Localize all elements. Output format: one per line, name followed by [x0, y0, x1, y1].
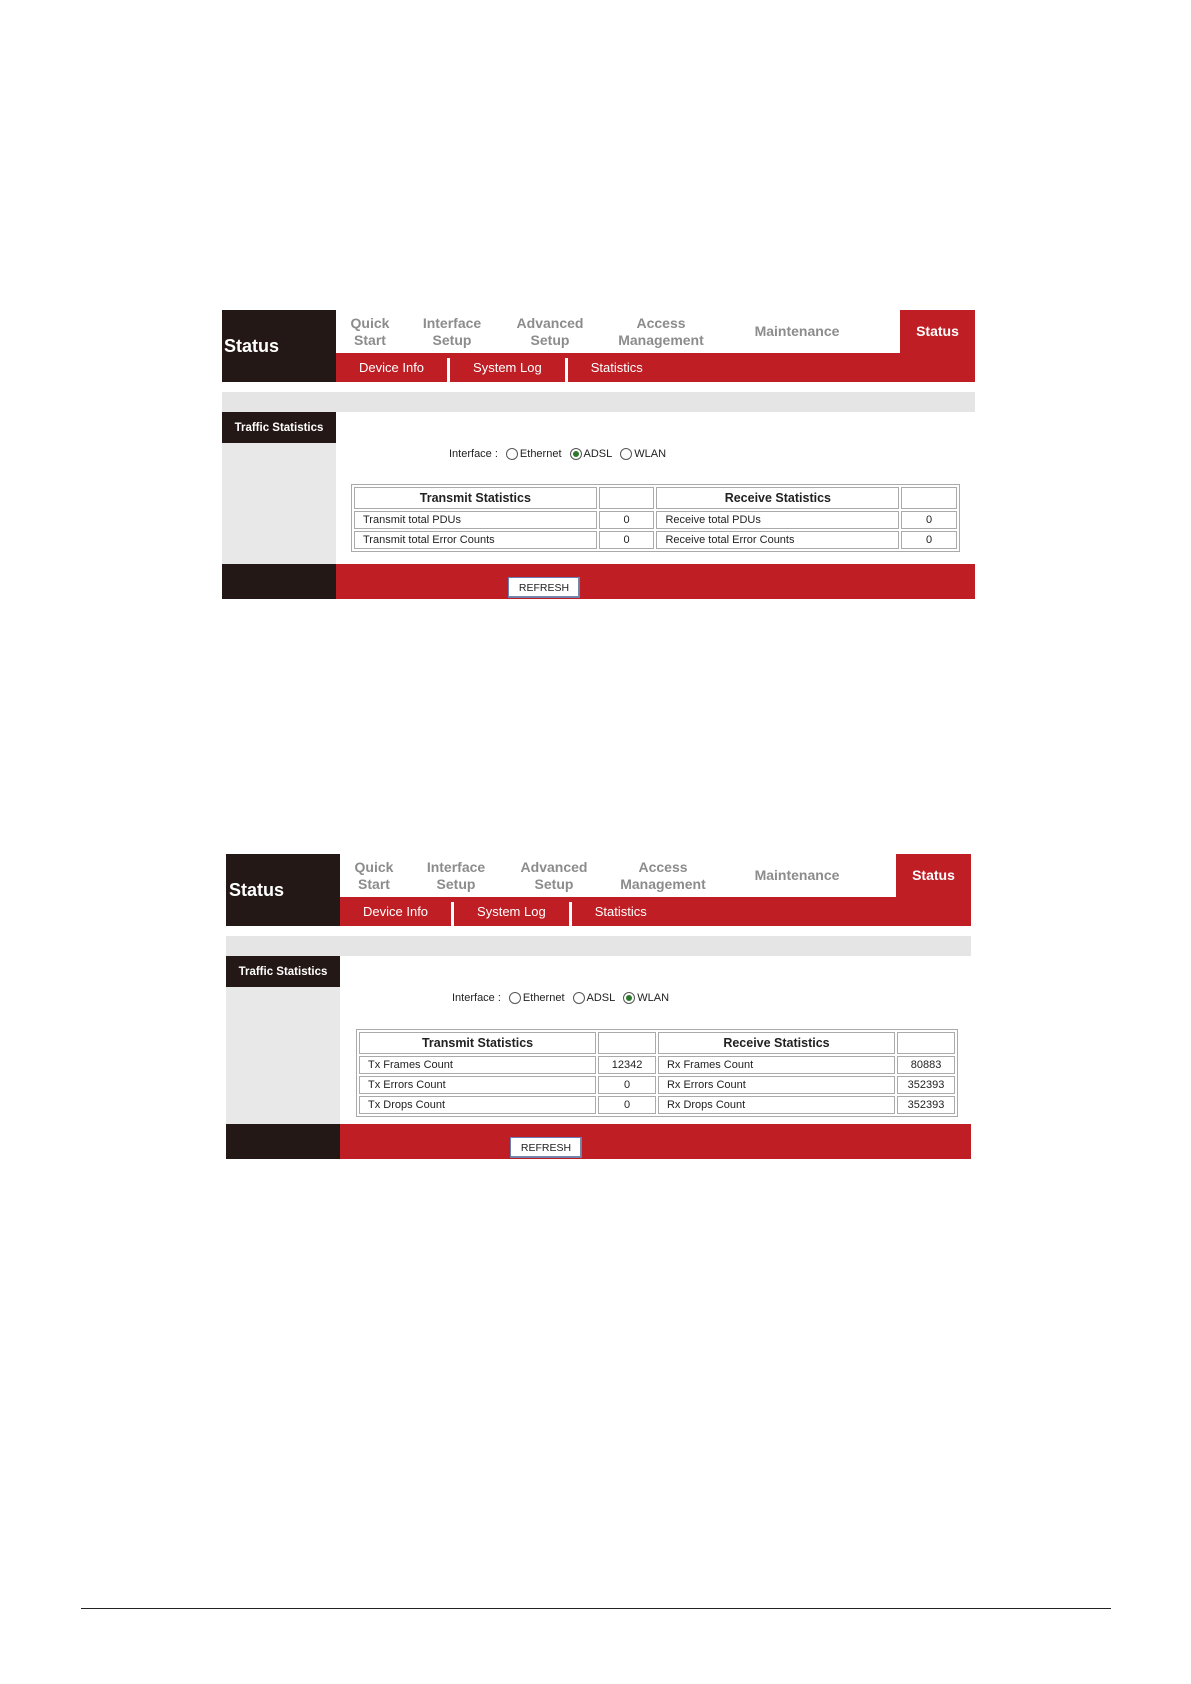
nav-status[interactable]: Status — [896, 854, 971, 897]
rx-value: 352393 — [897, 1076, 955, 1094]
radio-wlan[interactable] — [623, 992, 635, 1004]
radio-adsl[interactable] — [573, 992, 585, 1004]
table-row — [354, 511, 957, 529]
subnav-statistics[interactable]: Statistics — [594, 904, 647, 919]
subnav-system-log[interactable]: System Log — [473, 360, 542, 375]
transmit-header: Transmit Statistics — [359, 1032, 596, 1054]
tx-label: Transmit total Error Counts — [354, 531, 597, 549]
nav-advanced-setup[interactable]: Advanced Setup — [516, 314, 584, 348]
radio-ethernet[interactable] — [506, 448, 518, 460]
refresh-button[interactable]: REFRESH — [508, 577, 580, 598]
radio-wlan-label: WLAN — [637, 992, 670, 1004]
tx-value: 0 — [598, 1096, 656, 1114]
sub-nav — [340, 897, 971, 926]
radio-ethernet-label: Ethernet — [522, 992, 565, 1004]
header-title: Status — [226, 854, 340, 926]
section-title: Traffic Statistics — [226, 956, 340, 987]
refresh-button[interactable]: REFRESH — [510, 1137, 582, 1158]
footer-bar — [336, 564, 975, 599]
table-header-row — [359, 1032, 955, 1054]
header-spacer — [897, 1032, 955, 1054]
nav-status[interactable]: Status — [900, 310, 975, 353]
rx-value: 0 — [901, 531, 957, 549]
radio-ethernet-label: Ethernet — [519, 448, 562, 460]
radio-ethernet[interactable] — [509, 992, 521, 1004]
radio-adsl-label: ADSL — [586, 992, 616, 1004]
top-nav — [340, 854, 971, 897]
receive-header: Receive Statistics — [658, 1032, 895, 1054]
table-row — [354, 531, 957, 549]
interface-label: Interface : — [452, 992, 501, 1004]
stats-table — [356, 1029, 958, 1117]
rx-value: 352393 — [897, 1096, 955, 1114]
header-spacer — [901, 487, 957, 509]
nav-access-management[interactable]: Access Management — [618, 314, 704, 348]
nav-maintenance[interactable]: Maintenance — [754, 867, 840, 883]
header-title: Status — [222, 310, 336, 382]
subnav-system-log[interactable]: System Log — [477, 904, 546, 919]
receive-header: Receive Statistics — [656, 487, 899, 509]
subnav-device-info[interactable]: Device Info — [359, 360, 425, 375]
footer-left — [222, 564, 336, 599]
interface-label: Interface : — [449, 448, 498, 460]
radio-adsl[interactable] — [570, 448, 582, 460]
nav-access-management[interactable]: Access Management — [620, 858, 706, 892]
footer-bar — [340, 1124, 971, 1159]
table-row — [359, 1076, 955, 1094]
rx-label: Rx Errors Count — [658, 1076, 895, 1094]
transmit-header: Transmit Statistics — [354, 487, 597, 509]
tx-label: Tx Drops Count — [359, 1096, 596, 1114]
spacer-strip — [222, 392, 975, 412]
top-nav — [336, 310, 975, 353]
rx-label: Rx Drops Count — [658, 1096, 895, 1114]
header-spacer — [599, 487, 655, 509]
section-title: Traffic Statistics — [222, 412, 336, 443]
page-footer-rule — [81, 1608, 1111, 1609]
radio-adsl-label: ADSL — [583, 448, 613, 460]
spacer-strip — [226, 936, 971, 956]
nav-interface-setup[interactable]: Interface Setup — [426, 858, 486, 892]
nav-advanced-setup[interactable]: Advanced Setup — [520, 858, 588, 892]
footer-left — [226, 1124, 340, 1159]
rx-label: Rx Frames Count — [658, 1056, 895, 1074]
tx-label: Tx Frames Count — [359, 1056, 596, 1074]
subnav-statistics[interactable]: Statistics — [590, 360, 643, 375]
rx-label: Receive total PDUs — [656, 511, 899, 529]
interface-selector — [452, 992, 669, 1004]
table-row — [359, 1056, 955, 1074]
nav-quick-start[interactable]: Quick Start — [354, 858, 394, 892]
tx-label: Transmit total PDUs — [354, 511, 597, 529]
nav-quick-start[interactable]: Quick Start — [350, 314, 390, 348]
nav-maintenance[interactable]: Maintenance — [754, 323, 840, 339]
stats-table — [351, 484, 960, 552]
tx-value: 0 — [599, 511, 655, 529]
tx-value: 12342 — [598, 1056, 656, 1074]
table-row — [359, 1096, 955, 1114]
tx-label: Tx Errors Count — [359, 1076, 596, 1094]
router-status-panel-adsl — [222, 310, 975, 598]
tx-value: 0 — [599, 531, 655, 549]
rx-value: 0 — [901, 511, 957, 529]
rx-value: 80883 — [897, 1056, 955, 1074]
radio-wlan[interactable] — [620, 448, 632, 460]
subnav-device-info[interactable]: Device Info — [363, 904, 429, 919]
header-spacer — [598, 1032, 656, 1054]
sub-nav — [336, 353, 975, 382]
radio-wlan-label: WLAN — [634, 448, 667, 460]
rx-label: Receive total Error Counts — [656, 531, 899, 549]
tx-value: 0 — [598, 1076, 656, 1094]
nav-interface-setup[interactable]: Interface Setup — [422, 314, 482, 348]
interface-selector — [449, 448, 666, 460]
router-status-panel-wlan — [226, 854, 971, 1159]
table-header-row — [354, 487, 957, 509]
